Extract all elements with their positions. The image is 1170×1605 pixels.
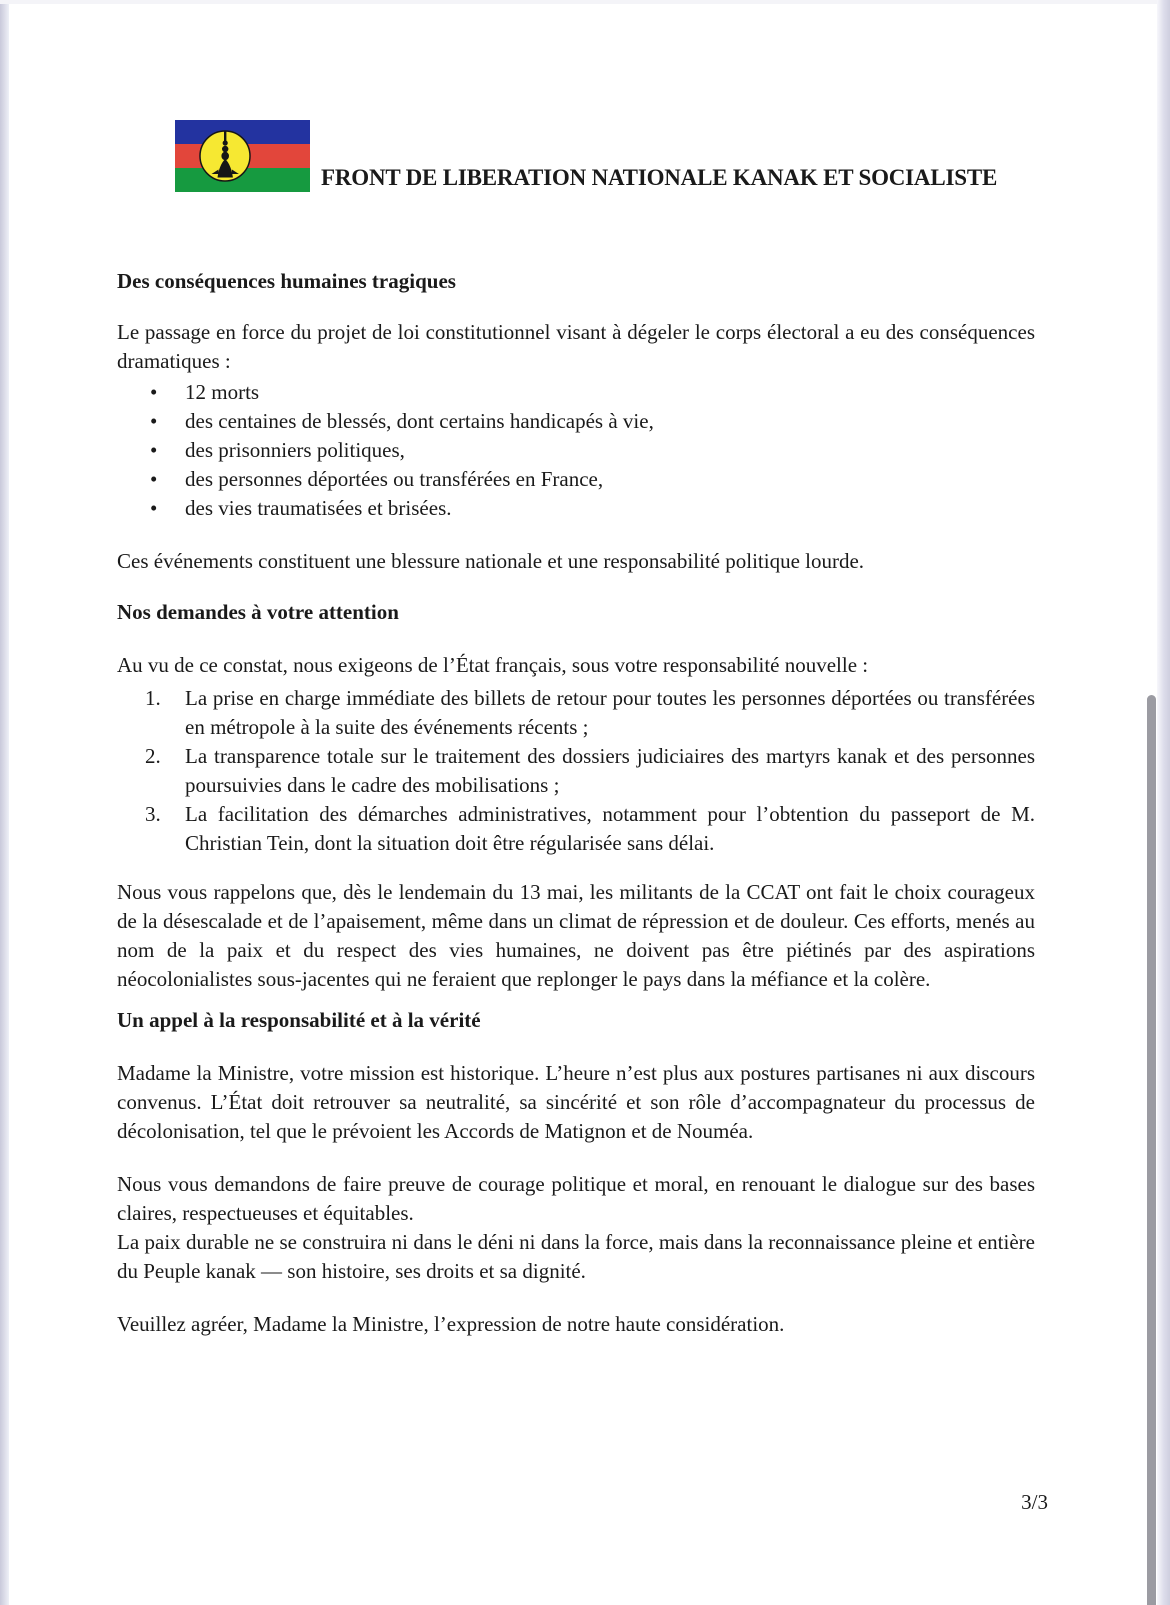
section-heading-consequences: Des conséquences humaines tragiques <box>117 269 456 293</box>
numbered-item <box>117 742 1035 800</box>
bullet-item: • des prisonniers politiques, <box>117 436 1035 465</box>
bullet-item: • 12 morts <box>117 378 1035 407</box>
page-number: 3/3 <box>1021 1490 1048 1514</box>
bullet-item: • des centaines de blessés, dont certains handicapés à vie, <box>117 407 1035 436</box>
paragraph-consequences-intro: Le passage en force du projet de loi constitutionnel visant à dégeler le corps électoral a eu des conséquences dramatiques : <box>117 320 1035 373</box>
scrollbar-track[interactable] <box>1157 0 1170 1605</box>
document-header <box>175 118 1035 192</box>
kanaky-flag-icon <box>175 120 310 192</box>
document-content <box>117 118 1035 1339</box>
viewer-top-edge <box>0 0 1170 4</box>
numbered-item <box>117 684 1035 742</box>
item-text: La transparence totale sur le traitement des dossiers judiciaires des martyrs kanak et des personnes poursuivies dans le cadre des mobilisations ; <box>185 744 1035 797</box>
paragraph-appel-3: La paix durable ne se construira ni dans le déni ni dans la force, mais dans la reconnaissance pleine et entière du Peuple kanak — son histoire, ses droits et sa dignité. <box>117 1230 1035 1283</box>
org-title: FRONT DE LIBERATION NATIONALE KANAK ET SOCIALISTE <box>321 164 998 190</box>
item-number: 3. <box>145 802 161 826</box>
paragraph-closing-salutation: Veuillez agréer, Madame la Ministre, l’expression de notre haute considération. <box>117 1312 785 1336</box>
item-number: 1. <box>145 686 161 710</box>
item-text: La prise en charge immédiate des billets de retour pour toutes les personnes déportées ou transférées en métropole à la suite des événements récents ; <box>185 686 1035 739</box>
paragraph-rappel: Nous vous rappelons que, dès le lendemain du 13 mai, les militants de la CCAT ont fait le choix courageux de la désescalade et de l’apaisement, même dans un climat de répression et de douleur. Ces efforts, menés au nom de la paix et du respect des vies humaines, ne doivent pas être piétinés par des aspirations néocolonialistes sous-jacentes qui ne feraient que replonger le pays dans la méfiance et la colère. <box>117 880 1035 991</box>
bullet-item: • des vies traumatisées et brisées. <box>117 494 1035 523</box>
viewer-left-edge <box>0 0 9 1605</box>
paragraph-appel-1: Madame la Ministre, votre mission est historique. L’heure n’est plus aux postures partisanes ni aux discours convenus. L’État doit retrouver sa neutralité, sa sincérité et son rôle d’accompagnateur du processus de décolonisation, tel que le prévoient les Accords de Matignon et de Nouméa. <box>117 1061 1035 1143</box>
paragraph-demandes-intro: Au vu de ce constat, nous exigeons de l’État français, sous votre responsabilité nouvelle : <box>117 653 869 677</box>
numbered-item <box>117 800 1035 858</box>
paragraph-consequences-closing: Ces événements constituent une blessure nationale et une responsabilité politique lourde. <box>117 549 865 573</box>
item-number: 2. <box>145 744 161 768</box>
consequences-bullet-list <box>117 378 1035 523</box>
item-text: La facilitation des démarches administratives, notamment pour l’obtention du passeport de M. Christian Tein, dont la situation doit être régularisée sans délai. <box>185 802 1035 855</box>
demandes-numbered-list <box>117 684 1035 858</box>
bullet-item: • des personnes déportées ou transférées en France, <box>117 465 1035 494</box>
scrollbar-thumb[interactable] <box>1147 695 1156 1605</box>
section-heading-demandes: Nos demandes à votre attention <box>117 600 399 624</box>
section-heading-appel: Un appel à la responsabilité et à la vérité <box>117 1008 481 1032</box>
paragraph-appel-2: Nous vous demandons de faire preuve de courage politique et moral, en renouant le dialogue sur des bases claires, respectueuses et équitables. <box>117 1172 1035 1225</box>
